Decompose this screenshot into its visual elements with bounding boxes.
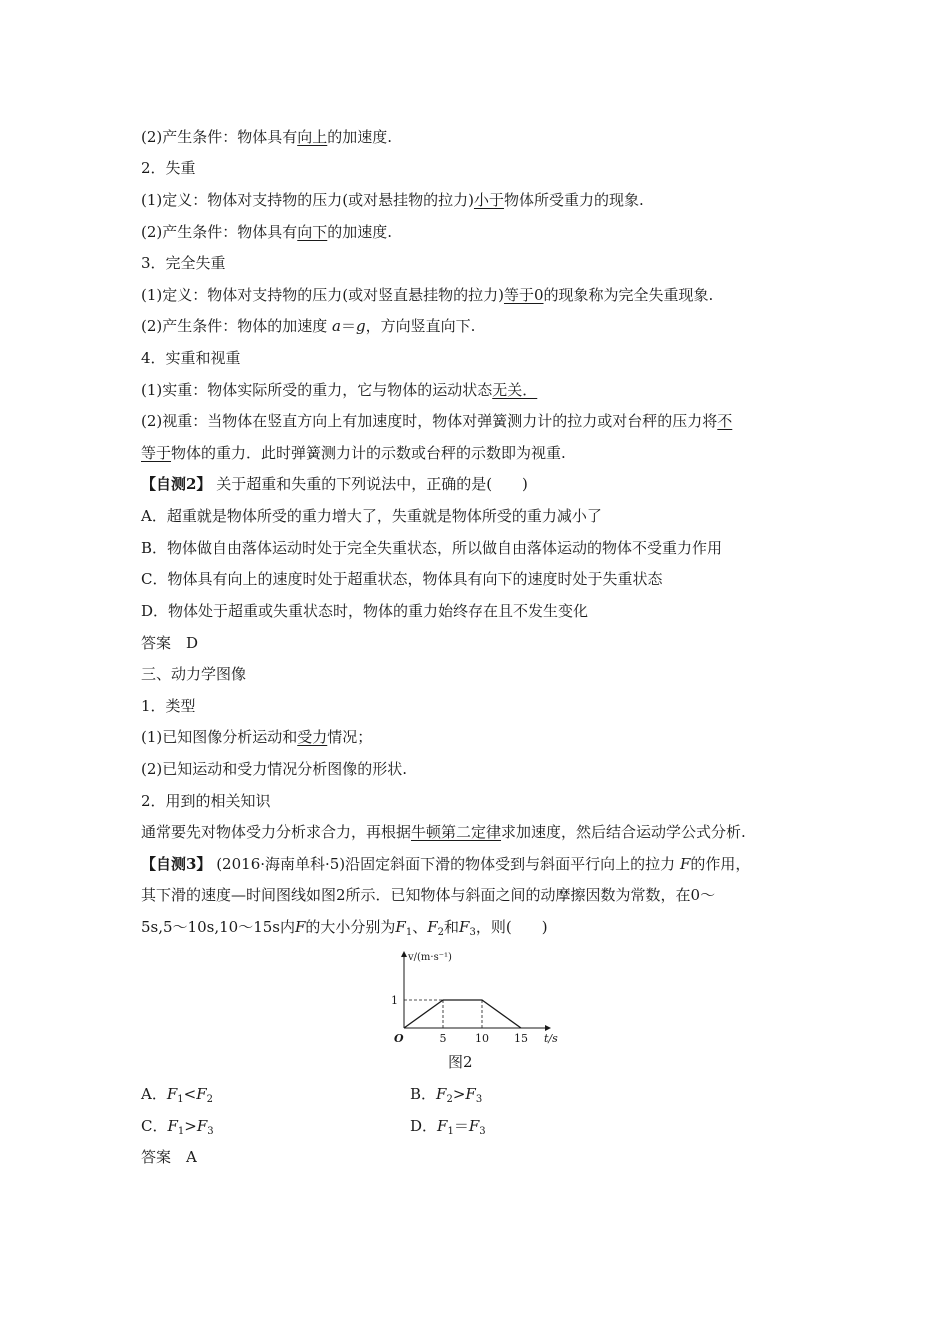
x-tick-label: 10 — [475, 1032, 489, 1045]
x-tick-label: 15 — [514, 1032, 528, 1045]
figure-caption: 图2 — [448, 1053, 473, 1071]
text-line: (2)产生条件：物体具有向上的加速度. — [141, 128, 393, 146]
option-b: B．$F_2>F_3$ — [410, 1085, 483, 1105]
x-tick-label: 5 — [439, 1032, 447, 1045]
section-heading: 4．实重和视重 — [141, 349, 241, 367]
text-line: (2)产生条件：物体的加速度 a＝g，方向竖直向下. — [141, 317, 476, 335]
choice-a: A．超重就是物体所受的重力增大了，失重就是物体所受的重力减小了 — [141, 507, 602, 525]
text-line: (1)实重：物体实际所受的重力，它与物体的运动状态无关． — [141, 381, 538, 399]
section-heading: 3．完全失重 — [141, 254, 226, 272]
x-axis-label: t/s — [544, 1032, 558, 1045]
answer-line: 答案 A — [141, 1148, 197, 1166]
y-tick-label: 1 — [391, 994, 398, 1007]
section-heading: 三、动力学图像 — [141, 665, 247, 683]
question-stem: 【自测2】 关于超重和失重的下列说法中，正确的是( ) — [141, 475, 528, 493]
section-heading: 1．类型 — [141, 697, 196, 715]
text-line: (2)视重：当物体在竖直方向上有加速度时，物体对弹簧测力计的拉力或对台秤的压力将不 — [141, 412, 733, 430]
text-line: (1)定义：物体对支持物的压力(或对悬挂物的拉力)小于物体所受重力的现象. — [141, 191, 644, 209]
text-line: (2)已知运动和受力情况分析图像的形状. — [141, 760, 408, 778]
text-line: (2)产生条件：物体具有向下的加速度. — [141, 223, 393, 241]
section-heading: 2．失重 — [141, 159, 196, 177]
answer-line: 答案 D — [141, 634, 199, 652]
text-line: (1)已知图像分析运动和受力情况； — [141, 728, 373, 746]
text-line: 5s,5～10s,10～15s内F的大小分别为$F_1$、$F_2$和$F_3$，则( ) — [141, 918, 548, 938]
choice-c: C．物体具有向上的速度时处于超重状态，物体具有向下的速度时处于失重状态 — [141, 570, 663, 588]
choice-b: B．物体做自由落体运动时处于完全失重状态，所以做自由落体运动的物体不受重力作用 — [141, 539, 723, 557]
y-axis-label: v/(m·s⁻¹) — [408, 952, 452, 963]
option-c: C．$F_1>F_3$ — [141, 1117, 214, 1137]
series-line — [404, 1000, 521, 1028]
text-line: 通常要先对物体受力分析求合力，再根据牛顿第二定律求加速度，然后结合运动学公式分析. — [141, 823, 746, 841]
question-stem: 【自测3】 (2016·海南单科·5)沿固定斜面下滑的物体受到与斜面平行向上的拉力 F的作用， — [141, 855, 751, 873]
choice-d: D．物体处于超重或失重状态时，物体的重力始终存在且不发生变化 — [141, 602, 589, 620]
velocity-time-graph — [380, 946, 570, 1046]
text-line: 其下滑的速度—时间图线如图2所示．已知物体与斜面之间的动摩擦因数为常数，在0～ — [141, 886, 716, 904]
option-d: D．$F_1=F_3$ — [410, 1117, 486, 1137]
text-line: 等于物体的重力．此时弹簧测力计的示数或台秤的示数即为视重. — [141, 444, 566, 462]
option-a: A．$F_1<F_2$ — [141, 1085, 214, 1105]
origin-label: O — [394, 1032, 404, 1045]
text-line: (1)定义：物体对支持物的压力(或对竖直悬挂物的拉力)等于0的现象称为完全失重现象. — [141, 286, 714, 304]
section-heading: 2．用到的相关知识 — [141, 792, 271, 810]
